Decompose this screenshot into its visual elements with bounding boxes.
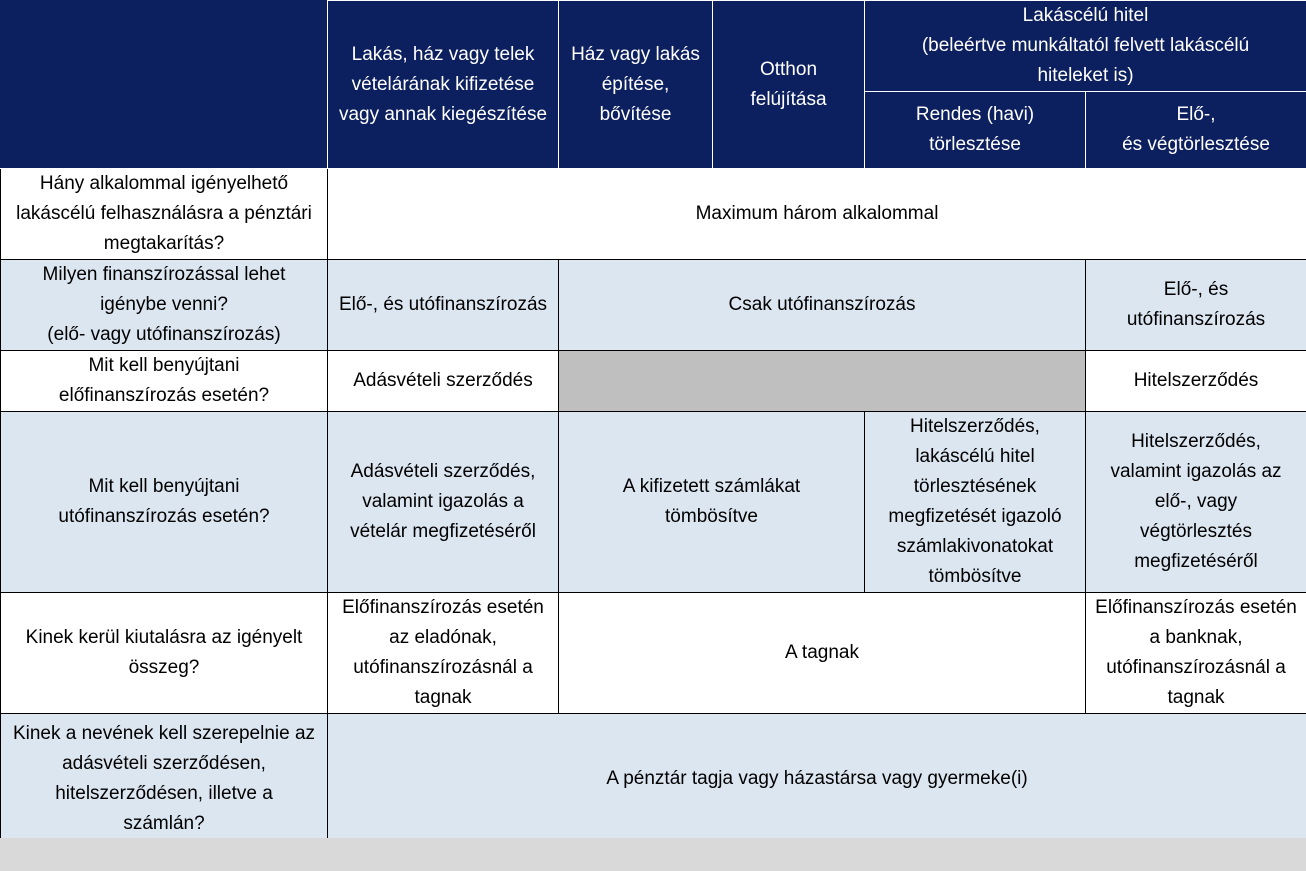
cell-text-line: (elő- vagy utófinanszírozás) [47,324,281,345]
header-early-repayment[interactable] [1086,92,1306,169]
row-label-pre-docs[interactable] [1,351,328,412]
cell-text-line: adásvételi szerződésen, [62,753,266,774]
cell-text-line: A tagnak [785,642,859,663]
cell-text-line: Milyen finanszírozással lehet [42,264,286,285]
cell-text-line: elő-, vagy [1154,491,1238,512]
cell-text-line: Lakás, ház vagy telek [351,43,535,65]
cell-text-line: lakáscélú hitel [915,446,1035,467]
cell-pre-docs-purchase[interactable] [328,351,559,412]
row-label-financing[interactable] [1,260,328,351]
cell-text-line: Lakáscélú hitel [1022,5,1149,26]
cell-text-line: igénybe venni? [100,294,228,315]
cell-financing-post-only[interactable] [559,260,1086,351]
cell-financing-early[interactable] [1086,260,1306,351]
cell-text-line: utófinanszírozásnál a [353,657,533,678]
cell-text-line: utófinanszírozás [1126,309,1266,330]
cell-text-line: megfizetéséről [1134,551,1258,572]
cell-text-line: Hitelszerződés, [1131,431,1261,452]
table-row [1,169,1306,260]
cell-text-line: vételár megfizetéséről [350,521,536,542]
cell-text-line: vételárának kifizetése [351,73,535,95]
cell-text-line: tagnak [414,687,472,708]
cell-text-line: A pénztár tagja vagy házastársa vagy gyermeke(i) [606,768,1028,789]
cell-post-docs-purchase[interactable] [328,412,559,593]
cell-text-line: és végtörlesztése [1122,134,1270,155]
cell-text-line: Hitelszerződés [1133,370,1259,391]
header-regular-repayment[interactable] [865,92,1086,169]
sheet-background [0,838,1306,871]
header-housing-loan-group[interactable] [865,1,1306,92]
cell-text-line: (beleértve munkáltatól felvett lakáscélú [921,35,1250,56]
cell-text-line: utófinanszírozásnál a [1106,657,1286,678]
cell-text-line: hitelszerződésen, illetve a [55,783,273,804]
cell-payee-member[interactable] [559,593,1086,714]
cell-text-line: számlán? [123,813,205,834]
cell-post-docs-invoices[interactable] [559,412,865,593]
cell-text-line: Maximum három alkalommal [695,203,939,224]
cell-text-line: végtörlesztés [1140,521,1252,542]
row-label-name-on-docs[interactable] [1,714,328,845]
cell-text-line: Adásvételi szerződés, [350,461,536,482]
cell-text-line: Mit kell benyújtani [88,476,240,497]
cell-text-line: Otthon [759,58,818,80]
row-label-times[interactable] [1,169,328,260]
cell-post-docs-early[interactable] [1086,412,1306,593]
header-renovation[interactable] [713,1,865,169]
cell-text-line: előfinanszírozás esetén? [58,385,270,406]
cell-text-line: tömbösítve [665,506,758,527]
cell-text-line: számlakivonatokat [896,536,1054,557]
cell-text-line: Kinek kerül kiutalásra az igényelt [25,627,303,648]
cell-financing-purchase[interactable] [328,260,559,351]
table-row [1,412,1306,593]
cell-text-line: Elő-, [1176,104,1216,125]
cell-text-line: Kinek a nevének kell szerepelnie az [12,723,316,744]
table-row [1,351,1306,412]
cell-text-line: Mit kell benyújtani [88,355,240,376]
cell-text-line: Előfinanszírozás esetén [1095,597,1297,618]
cell-text-line: Elő-, és utófinanszírozás [338,294,548,315]
cell-text-line: összeg? [128,657,200,678]
cell-text-line: Ház vagy lakás [571,43,700,65]
cell-text-line: törlesztésének [913,476,1037,497]
header-purchase[interactable] [328,1,559,169]
cell-max-times[interactable] [328,169,1306,260]
header-construction[interactable] [559,1,713,169]
cell-text-line: törlesztése [929,134,1021,155]
table-row [1,260,1306,351]
cell-text-line: megfizetését igazoló [888,506,1062,527]
cell-text-line: valamint igazolás az [1110,461,1282,482]
cell-pre-docs-loan[interactable] [1086,351,1306,412]
cell-text-line: valamint igazolás a [362,491,524,512]
cell-post-docs-regular[interactable] [865,412,1086,593]
cell-text-line: Rendes (havi) [915,104,1035,125]
header-corner-cell[interactable] [1,1,328,169]
cell-text-line: Adásvételi szerződés [353,370,533,391]
cell-text-line: Elő-, és [1163,279,1229,300]
cell-text-line: Előfinanszírozás esetén [342,597,544,618]
header-row-1 [1,1,1306,92]
cell-text-line: felújítása [750,88,827,110]
cell-text-line: megtakarítás? [103,233,225,254]
cell-text-line: tömbösítve [928,566,1022,587]
row-label-post-docs[interactable] [1,412,328,593]
cell-payee-loan[interactable] [1086,593,1306,714]
cell-payee-purchase[interactable] [328,593,559,714]
cell-text-line: tagnak [1167,687,1225,708]
cell-text-line: lakáscélú felhasználásra a pénztári [16,203,312,224]
cell-text-line: építése, [601,73,670,95]
table-row [1,593,1306,714]
cell-text-line: A kifizetett számlákat [622,476,801,497]
table-row [1,714,1306,845]
cell-text-line: vagy annak kiegészítése [338,103,548,125]
cell-text-line: Hány alkalommal igényelhető [39,173,289,194]
cell-name-on-docs[interactable] [328,714,1306,845]
cell-text-line: utófinanszírozás esetén? [58,506,270,527]
cell-text-line: a banknak, [1149,627,1243,648]
row-label-payee[interactable] [1,593,328,714]
cell-text-line: az eladónak, [389,627,497,648]
cell-text-line: Hitelszerződés, [910,416,1040,437]
cell-text-line: bővítése [599,103,672,125]
cell-text-line: hiteleket is) [1037,65,1134,86]
cell-pre-docs-not-applicable[interactable] [559,351,1086,412]
cell-text-line: Csak utófinanszírozás [728,294,916,315]
